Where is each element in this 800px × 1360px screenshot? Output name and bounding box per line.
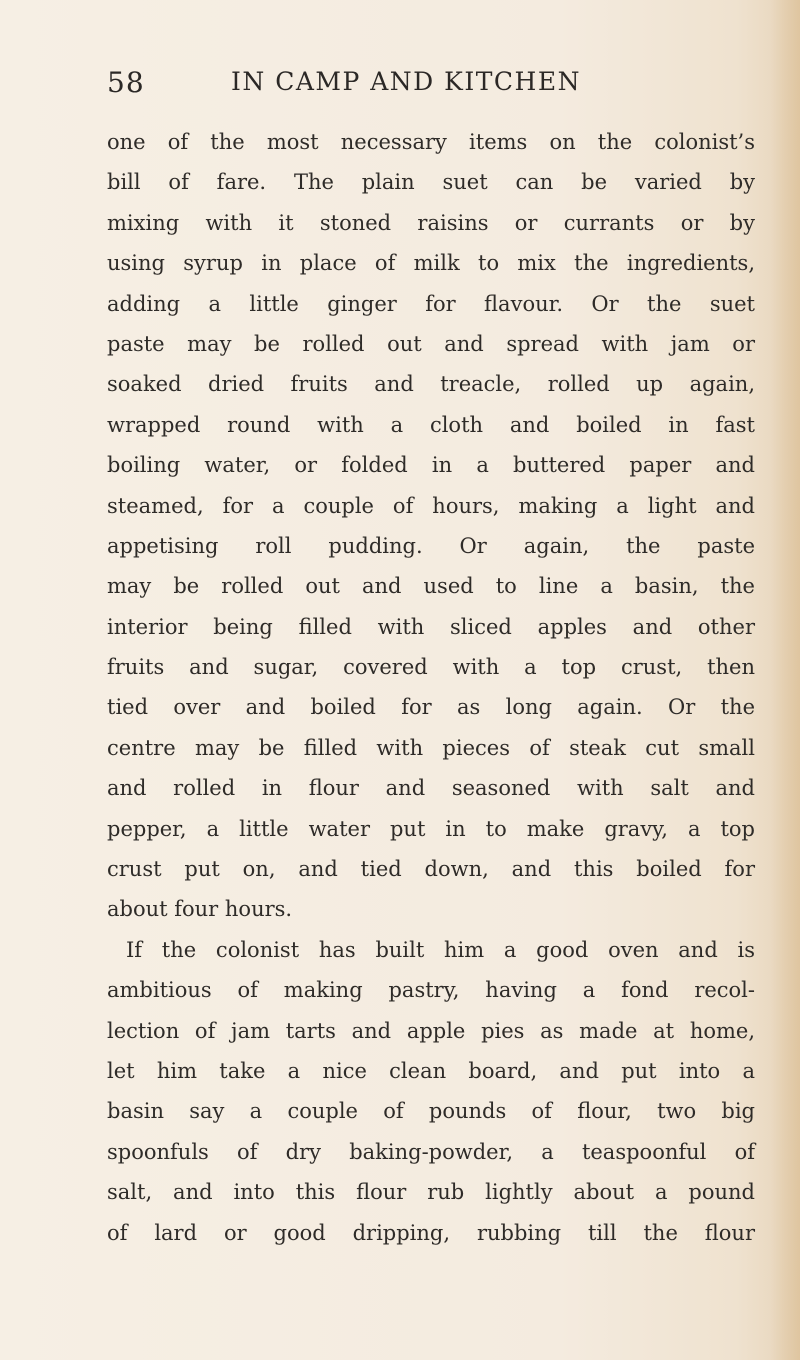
text-line: steamed, for a couple of hours, making a light and [107, 493, 755, 518]
text-line: boiling water, or folded in a buttered paper and [107, 453, 755, 478]
text-line: spoonfuls of dry baking-powder, a teaspoonful of [107, 1139, 755, 1164]
text-line: may be rolled out and used to line a basin, the [107, 574, 755, 599]
text-line: appetising roll pudding. Or again, the paste [107, 533, 755, 558]
text-line: salt, and into this flour rub lightly about a pound [107, 1180, 755, 1205]
running-head: IN CAMP AND KITCHEN [231, 67, 581, 96]
text-line: using syrup in place of milk to mix the ingredients, [107, 251, 755, 276]
text-line: paste may be rolled out and spread with jam or [107, 331, 755, 356]
text-line: bill of fare. The plain suet can be varied by [107, 170, 755, 195]
text-line: If the colonist has built him a good oven and is [126, 937, 755, 962]
text-line: lection of jam tarts and apple pies as made at home, [107, 1018, 755, 1043]
text-line: crust put on, and tied down, and this boiled for [107, 857, 755, 882]
text-line: wrapped round with a cloth and boiled in fast [107, 412, 755, 437]
page-edge-stain [770, 0, 800, 1360]
body-text [107, 122, 755, 1253]
text-line: of lard or good dripping, rubbing till the flour [107, 1220, 755, 1245]
text-line: soaked dried fruits and treacle, rolled up again, [107, 372, 755, 397]
text-line: fruits and sugar, covered with a top crust, then [107, 655, 755, 680]
text-line: pepper, a little water put in to make gravy, a top [107, 816, 755, 841]
text-line: ambitious of making pastry, having a fond recol- [107, 978, 755, 1003]
text-line: basin say a couple of pounds of flour, two big [107, 1099, 755, 1124]
text-line: tied over and boiled for as long again. Or the [107, 695, 755, 720]
text-line: adding a little ginger for flavour. Or the suet [107, 291, 755, 316]
page-header [107, 66, 747, 106]
text-line: mixing with it stoned raisins or currants or by [107, 210, 755, 235]
text-line: one of the most necessary items on the colonist’s [107, 130, 755, 154]
text-line: and rolled in flour and seasoned with salt and [107, 776, 755, 801]
text-line: let him take a nice clean board, and put into a [107, 1058, 755, 1083]
text-line: about four hours. [107, 897, 293, 922]
page-number: 58 [107, 66, 145, 99]
text-line: centre may be filled with pieces of steak cut small [107, 735, 755, 760]
text-line: interior being filled with sliced apples and other [107, 614, 755, 639]
